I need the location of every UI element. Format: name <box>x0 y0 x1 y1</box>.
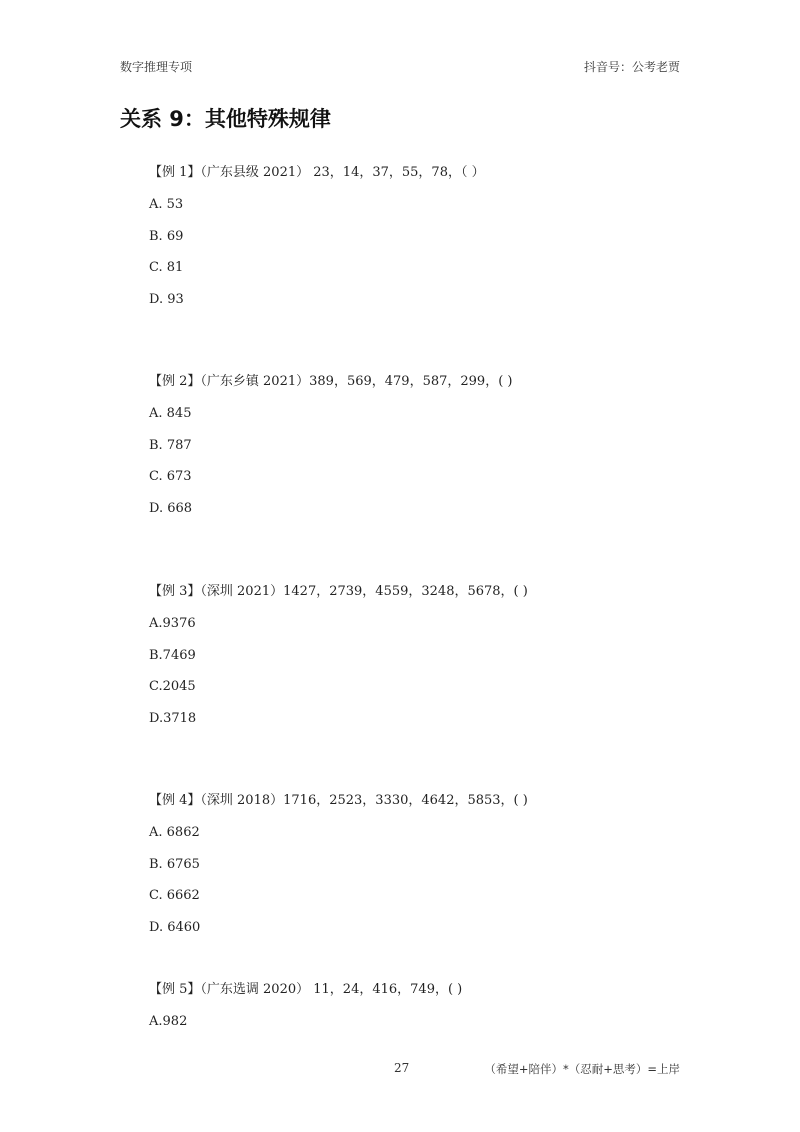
option-b: B.7469 <box>149 647 196 663</box>
option-a: A. 845 <box>149 406 192 421</box>
question-source: （深圳 2018） <box>200 793 284 808</box>
question-sequence: 11，24，416，749，( ) <box>309 982 463 997</box>
option-c: C. 6662 <box>149 888 200 903</box>
options-list <box>149 1012 709 1032</box>
question-stem <box>149 582 709 602</box>
question-label: 【例 2】 <box>149 374 201 389</box>
question-source: （深圳 2021） <box>200 584 284 599</box>
question-2 <box>149 372 709 519</box>
question-stem <box>149 791 709 811</box>
header-right-text: 抖音号：公考老贾 <box>583 60 680 74</box>
option-b: B. 69 <box>149 228 184 244</box>
question-sequence: 23，14，37，55，78，（ ） <box>309 165 485 180</box>
question-sequence: 1427，2739，4559，3248，5678，( ) <box>283 584 528 599</box>
question-stem <box>149 372 709 392</box>
option-b: B. 6765 <box>149 856 200 872</box>
question-4 <box>149 791 709 938</box>
question-label: 【例 4】 <box>149 793 201 808</box>
page-number: 27 <box>394 1061 410 1075</box>
question-sequence: 389，569，479，587，299，( ) <box>309 374 513 389</box>
question-label: 【例 5】 <box>149 982 201 997</box>
option-a: A.9376 <box>149 616 196 631</box>
question-source: （广东县级 2021） <box>200 165 310 180</box>
question-sequence: 1716，2523，3330，4642，5853，( ) <box>283 793 528 808</box>
footer-motto: （希望+陪伴）*（忍耐+思考）=上岸 <box>484 1062 680 1076</box>
question-1 <box>149 163 709 310</box>
option-d: D. 6460 <box>149 919 201 935</box>
question-3 <box>149 582 709 729</box>
option-c: C.2045 <box>149 679 196 694</box>
option-b: B. 787 <box>149 437 192 453</box>
question-stem <box>149 163 709 183</box>
option-a: A. 53 <box>149 197 184 212</box>
question-label: 【例 3】 <box>149 584 201 599</box>
question-stem <box>149 980 709 1000</box>
question-label: 【例 1】 <box>149 165 201 180</box>
options-list <box>149 614 709 729</box>
option-d: D. 668 <box>149 500 193 516</box>
option-d: D. 93 <box>149 291 184 307</box>
options-list <box>149 823 709 938</box>
option-a: A.982 <box>149 1014 188 1029</box>
header-left-text: 数字推理专项 <box>120 60 193 74</box>
question-source: （广东乡镇 2021） <box>200 374 310 389</box>
options-list <box>149 404 709 519</box>
option-c: C. 81 <box>149 260 184 275</box>
question-5 <box>149 980 709 1032</box>
section-title: 关系 9：其他特殊规律 <box>120 107 331 131</box>
option-d: D.3718 <box>149 710 197 726</box>
option-c: C. 673 <box>149 469 192 484</box>
option-a: A. 6862 <box>149 825 200 840</box>
question-source: （广东选调 2020） <box>200 982 310 997</box>
options-list <box>149 195 709 310</box>
